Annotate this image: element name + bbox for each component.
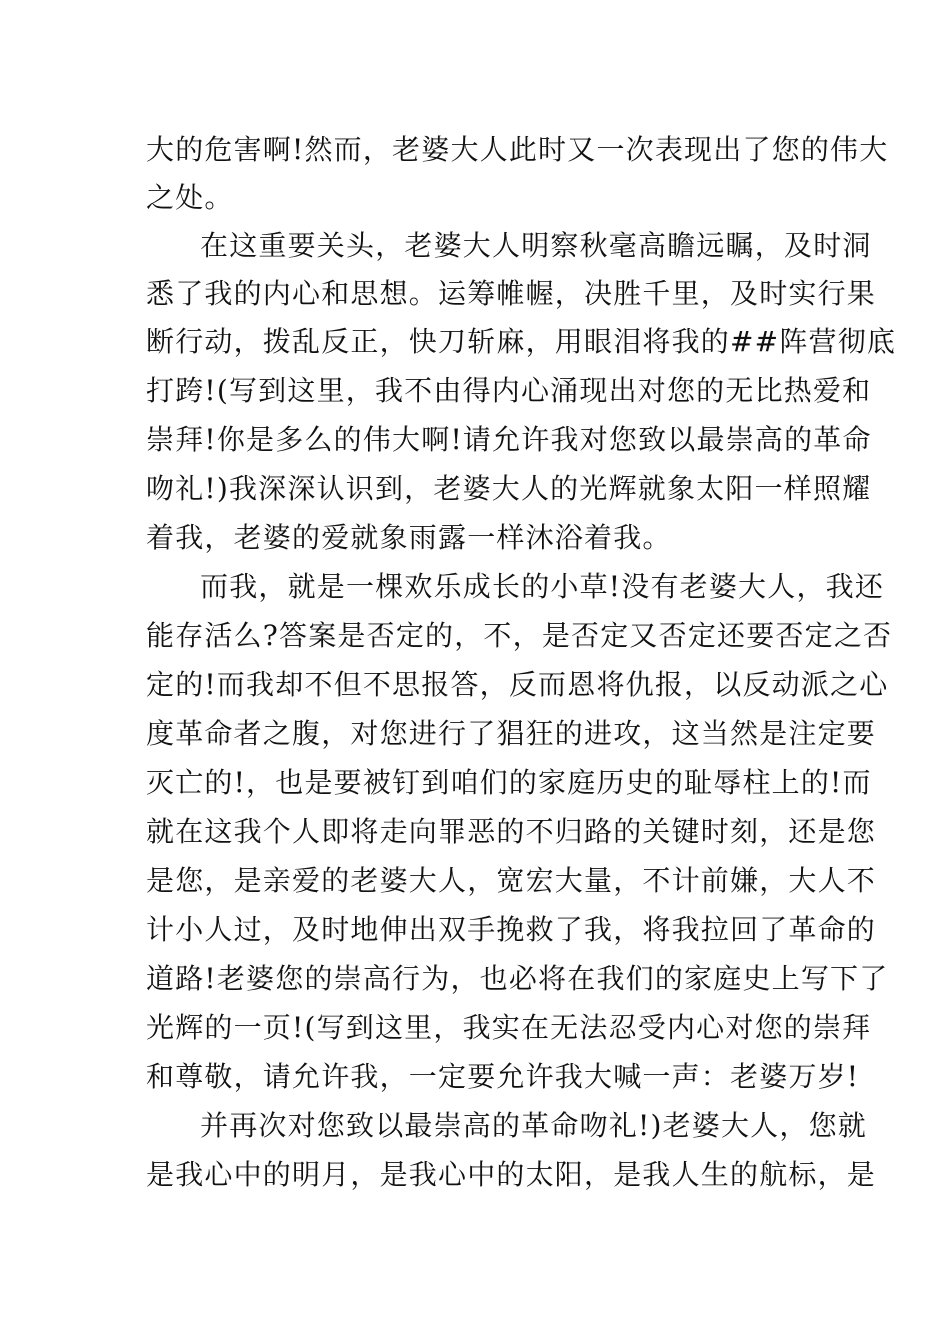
- text-line: 之处。: [146, 181, 234, 214]
- text-line: 能存活么?答案是否定的，不，是否定又否定还要否定之否: [146, 619, 893, 652]
- text-line: 和尊敬，请允许我，一定要允许我大喊一声：老婆万岁!: [146, 1060, 860, 1093]
- text-line: 是我心中的明月，是我心中的太阳，是我人生的航标，是: [146, 1158, 877, 1191]
- text-line: 崇拜!你是多么的伟大啊!请允许我对您致以最崇高的革命: [146, 423, 872, 456]
- text-line: 大的危害啊!然而，老婆大人此时又一次表现出了您的伟大: [146, 133, 889, 166]
- text-line: 道路!老婆您的崇高行为，也必将在我们的家庭史上写下了: [146, 962, 889, 995]
- text-line: 定的!而我却不但不思报答，反而恩将仇报，以反动派之心: [146, 668, 889, 701]
- paragraph-start-line: 在这重要关头，老婆大人明察秋毫高瞻远瞩，及时洞: [200, 229, 872, 262]
- text-line: 灭亡的!，也是要被钉到咱们的家庭历史的耻辱柱上的!而: [146, 766, 872, 799]
- text-line: 断行动，拨乱反正，快刀斩麻，用眼泪将我的##阵营彻底: [146, 325, 897, 358]
- text-line: 着我，老婆的爱就象雨露一样沐浴着我。: [146, 521, 672, 554]
- text-line: 光辉的一页!(写到这里，我实在无法忍受内心对您的崇拜: [146, 1011, 872, 1044]
- text-line: 打跨!(写到这里，我不由得内心涌现出对您的无比热爱和: [146, 374, 872, 407]
- text-line: 悉了我的内心和思想。运筹帷幄，决胜千里，及时实行果: [146, 277, 877, 310]
- paragraph-start-line: 而我，就是一棵欢乐成长的小草!没有老婆大人，我还: [200, 570, 885, 603]
- text-line: 计小人过，及时地伸出双手挽救了我，将我拉回了革命的: [146, 913, 877, 946]
- text-line: 吻礼!)我深深认识到，老婆大人的光辉就象太阳一样照耀: [146, 472, 872, 505]
- text-line: 度革命者之腹，对您进行了猖狂的进攻，这当然是注定要: [146, 717, 877, 750]
- paragraph-start-line: 并再次对您致以最崇高的革命吻礼!)老婆大人，您就: [200, 1109, 867, 1142]
- text-line: 是您，是亲爱的老婆大人，宽宏大量，不计前嫌，大人不: [146, 864, 877, 897]
- text-line: 就在这我个人即将走向罪恶的不归路的关键时刻，还是您: [146, 815, 877, 848]
